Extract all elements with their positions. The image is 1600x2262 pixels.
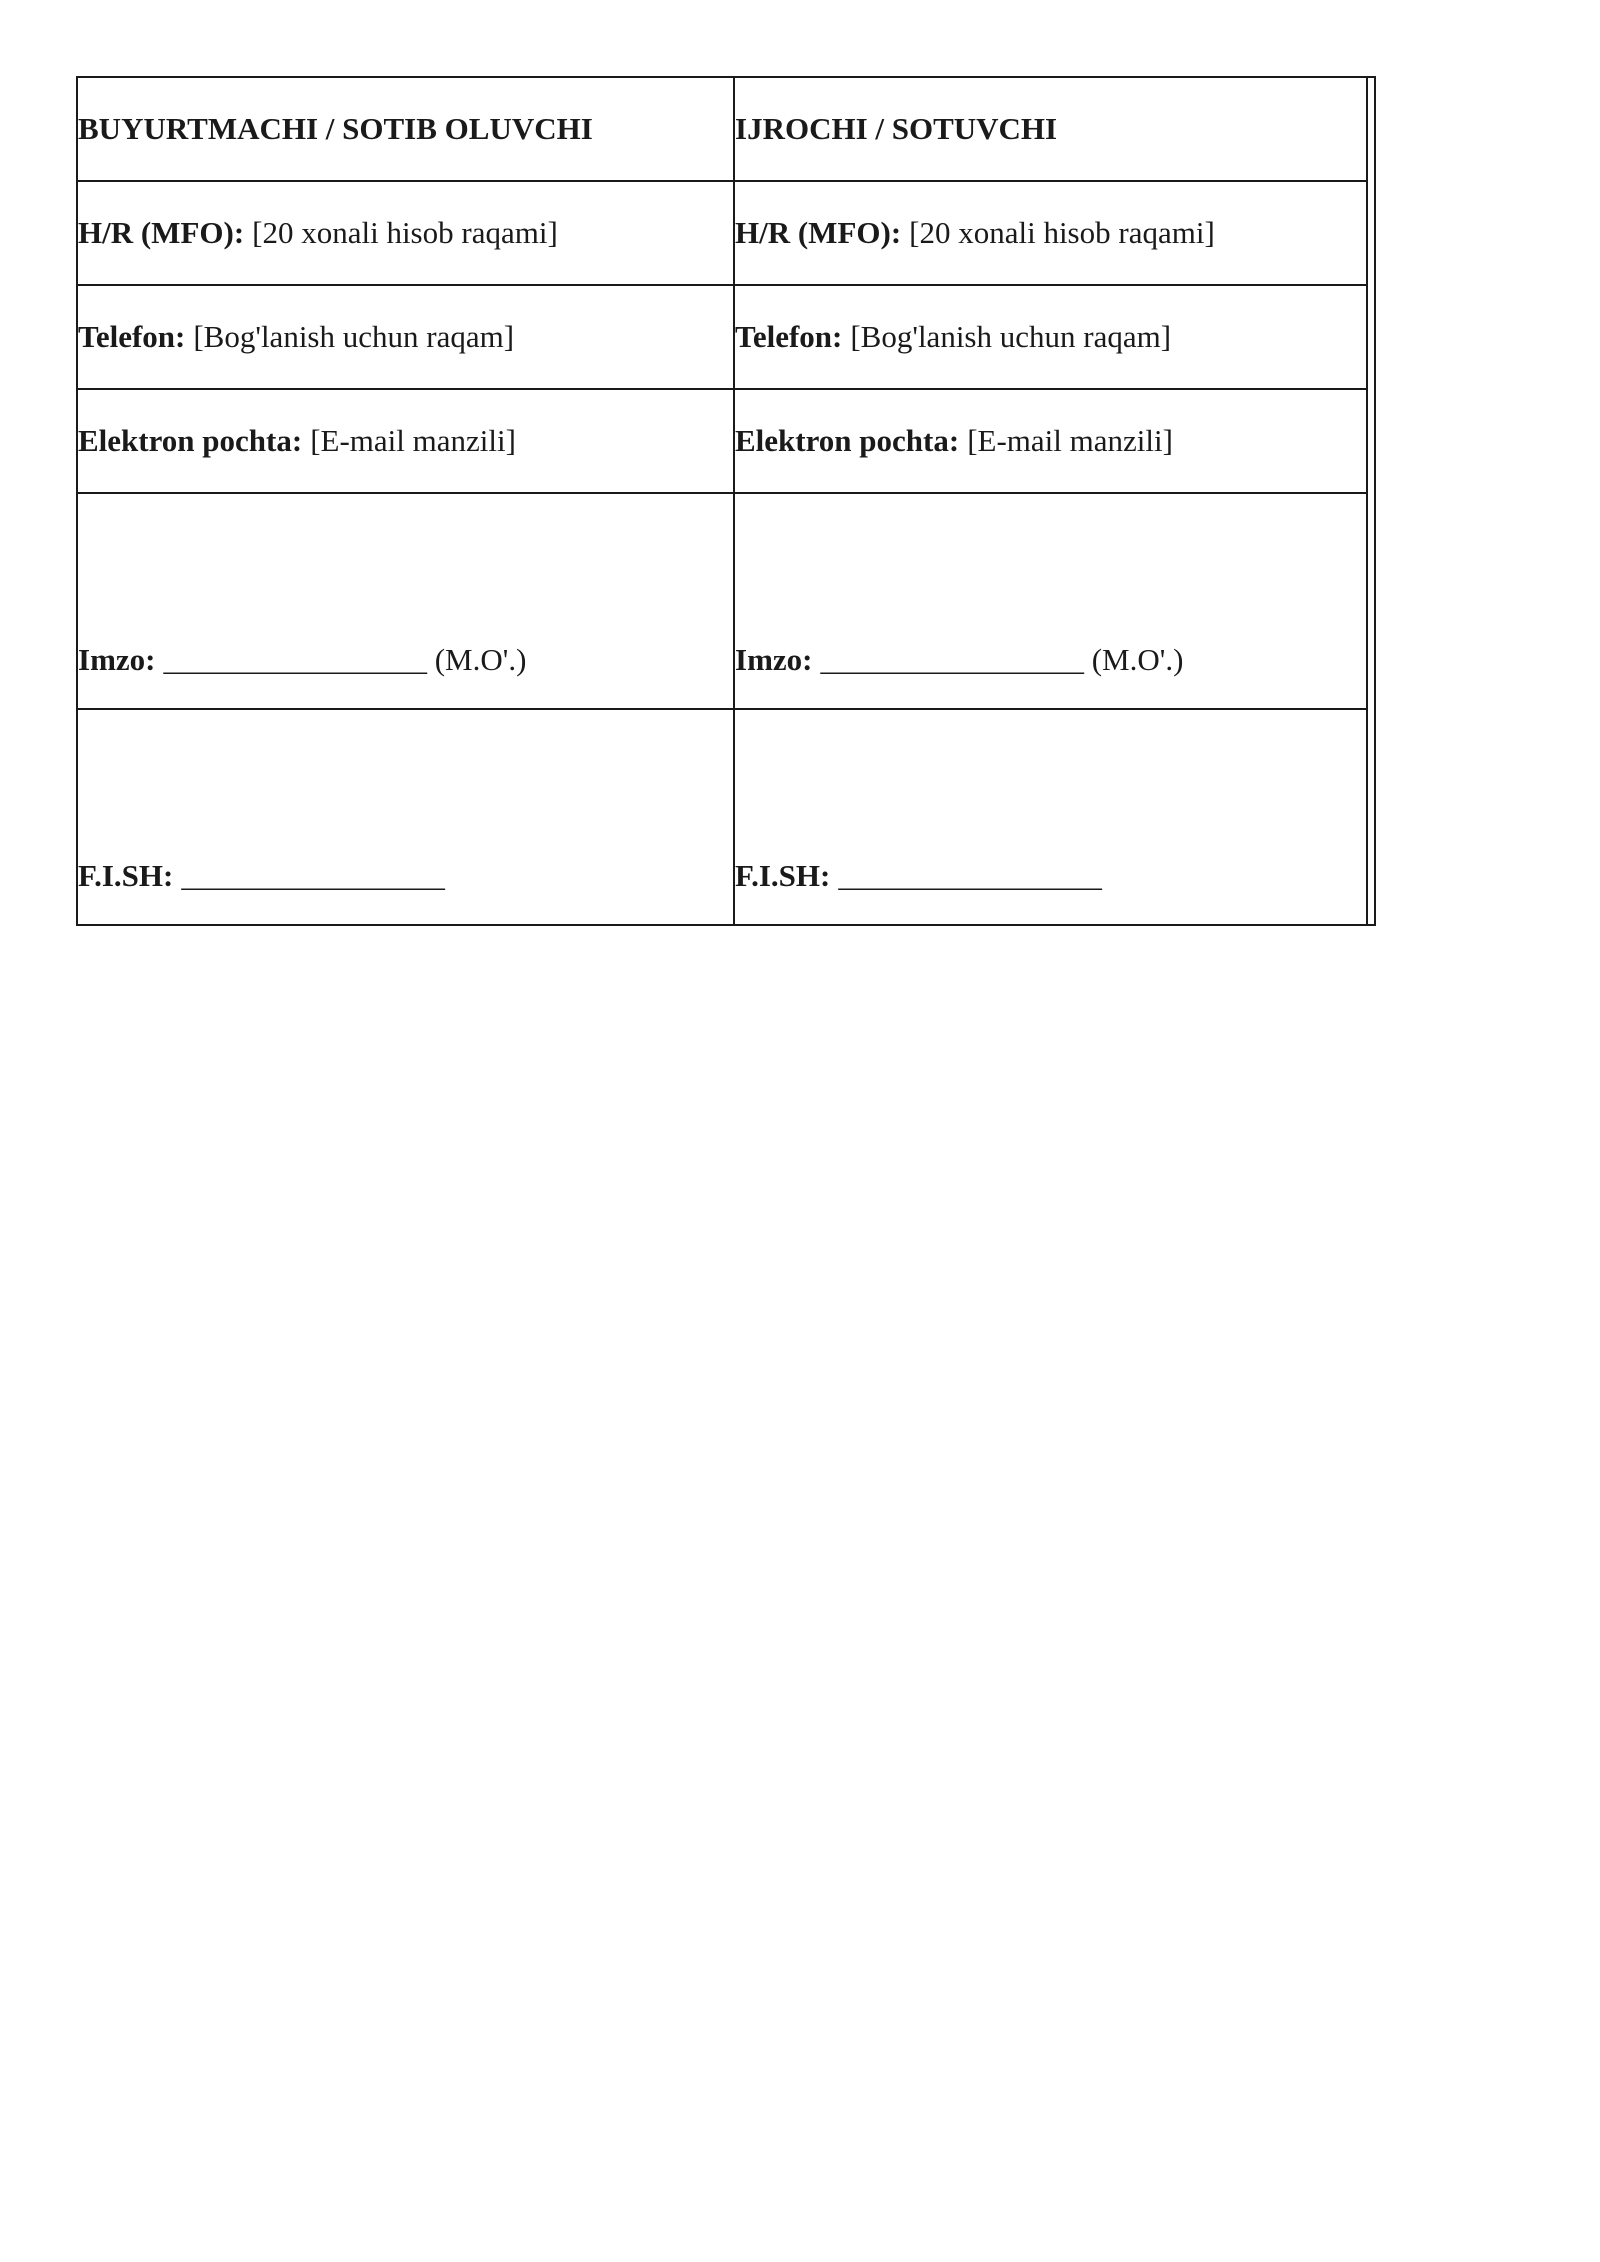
seller-name-line: _________________	[838, 858, 1102, 893]
seller-email-cell	[735, 390, 1366, 492]
buyer-signature-line: _________________ (M.O'.)	[163, 642, 527, 677]
buyer-name-cell	[78, 710, 735, 924]
buyer-email-value: [E-mail manzili]	[310, 423, 516, 458]
seller-phone-cell	[735, 286, 1366, 388]
buyer-heading: BUYURTMACHI / SOTIB OLUVCHI	[78, 111, 593, 146]
seller-heading-cell	[735, 78, 1366, 180]
buyer-account-cell	[78, 182, 735, 284]
seller-signature-cell	[735, 494, 1366, 708]
seller-phone-label: Telefon:	[735, 319, 843, 354]
buyer-account-value: [20 xonali hisob raqami]	[252, 215, 558, 250]
seller-signature-line: _________________ (M.O'.)	[820, 642, 1184, 677]
seller-name-label: F.I.SH:	[735, 858, 831, 893]
buyer-account-label: H/R (MFO):	[78, 215, 245, 250]
seller-phone-value: [Bog'lanish uchun raqam]	[850, 319, 1172, 354]
seller-account-value: [20 xonali hisob raqami]	[909, 215, 1215, 250]
seller-name-cell	[735, 710, 1366, 924]
buyer-signature-label: Imzo:	[78, 642, 156, 677]
table-row-full-name	[78, 710, 1366, 924]
buyer-name-line: _________________	[181, 858, 445, 893]
seller-account-cell	[735, 182, 1366, 284]
buyer-phone-cell	[78, 286, 735, 388]
seller-email-label: Elektron pochta:	[735, 423, 960, 458]
party-details-table	[76, 76, 1376, 926]
seller-account-label: H/R (MFO):	[735, 215, 902, 250]
table-row-signature	[78, 494, 1366, 710]
buyer-phone-label: Telefon:	[78, 319, 186, 354]
buyer-heading-cell	[78, 78, 735, 180]
buyer-email-label: Elektron pochta:	[78, 423, 303, 458]
buyer-name-label: F.I.SH:	[78, 858, 174, 893]
table-row-email	[78, 390, 1366, 494]
buyer-phone-value: [Bog'lanish uchun raqam]	[193, 319, 515, 354]
table-row-heading	[78, 78, 1366, 182]
table-double-border	[1366, 78, 1368, 924]
seller-email-value: [E-mail manzili]	[967, 423, 1173, 458]
seller-heading: IJROCHI / SOTUVCHI	[735, 111, 1058, 146]
buyer-email-cell	[78, 390, 735, 492]
buyer-signature-cell	[78, 494, 735, 708]
table-row-phone	[78, 286, 1366, 390]
table-row-account	[78, 182, 1366, 286]
seller-signature-label: Imzo:	[735, 642, 813, 677]
